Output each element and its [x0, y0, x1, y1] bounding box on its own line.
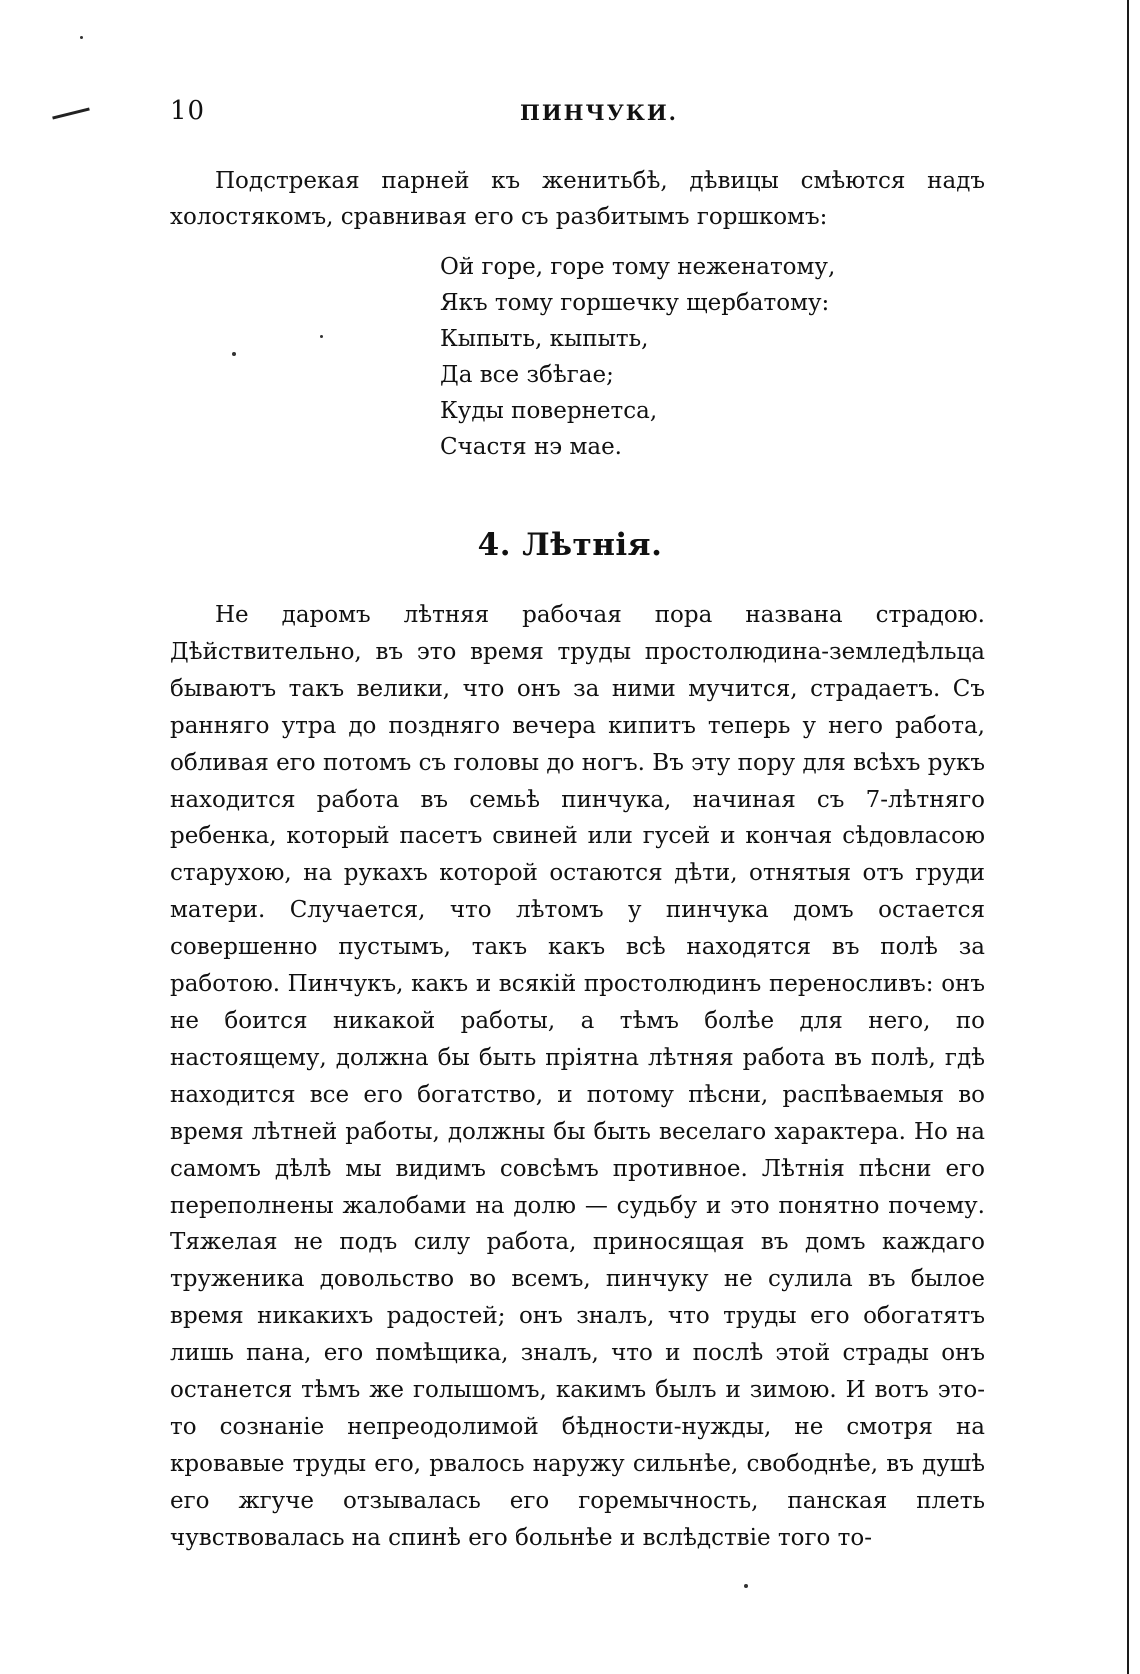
poem-line: Кыпыть, кыпыть,: [440, 326, 649, 352]
poem-line: Куды повернетса,: [440, 398, 658, 424]
page-number: 10: [170, 96, 206, 126]
scan-speck: [232, 352, 236, 356]
poem-line: Да все збѣгае;: [440, 362, 614, 388]
section-body-paragraph: Не даромъ лѣтняя рабочая пора названа страдою. Дѣйствительно, въ это время труды простолюдина-земледѣльца бываютъ такъ велики, что онъ за ними мучится, страдаетъ. Съ ранняго утра до поздняго вечера кипитъ теперь у него работа, обливая его потомъ съ головы до ногъ. Въ эту пору для всѣхъ рукъ находится работа въ семьѣ пинчука, начиная съ 7-лѣтняго ребенка, который пасетъ свиней или гусей и кончая сѣдовласою старухою, на рукахъ которой остаются дѣти, отнятыя отъ груди матери. Случается, что лѣтомъ у пинчука домъ остается совершенно пустымъ, такъ какъ всѣ находятся въ полѣ за работою. Пинчукъ, какъ и всякій простолюдинъ переносливъ: онъ не боится никакой работы, а тѣмъ болѣе для него, по настоящему, должна бы быть пріятна лѣтняя работа въ полѣ, гдѣ находится все его богатство, и потому пѣсни, распѣваемыя во время лѣтней работы, должны бы быть веселаго характера. Но на самомъ дѣлѣ мы видимъ совсѣмъ противное. Лѣтнія пѣсни его переполнены жалобами на долю — судьбу и это понятно почему. Тяжелая не подъ силу работа, приносящая въ домъ каждаго труженика довольство во всемъ, пинчуку не сулила въ былое время никакихъ радостей; онъ зналъ, что труды его обогатятъ лишь пана, его помѣщика, зналъ, что и послѣ этой страды онъ останется тѣмъ же голышомъ, какимъ былъ и зимою. И вотъ это-то сознаніе непреодолимой бѣдности-нужды, не смотря на кровавые труды его, рвалось наружу сильнѣе, свободнѣе, въ душѣ его жгуче отзывалась его горемычность, панская плеть чувствовалась на спинѣ его больнѣе и вслѣдствіе того то-: [170, 602, 985, 1551]
poem: [440, 249, 835, 465]
poem-line: Якъ тому горшечку щербатому:: [440, 290, 830, 316]
poem-line: Счастя нэ мае.: [440, 434, 622, 460]
scan-speck: [320, 335, 323, 338]
section-heading: 4. Лѣтнія.: [477, 527, 663, 563]
scan-speck: [744, 1584, 748, 1588]
scan-mark: [52, 107, 90, 119]
poem-line: Ой горе, горе тому неженатому,: [440, 254, 836, 280]
scan-speck: [80, 36, 83, 39]
intro-paragraph: Подстрекая парней къ женитьбѣ, дѣвицы смѣются надъ холостякомъ, сравнивая его съ разбитымъ горшкомъ:: [170, 168, 985, 230]
scan-edge-line: [1127, 0, 1129, 1674]
running-head: ПИНЧУКИ.: [520, 100, 678, 125]
